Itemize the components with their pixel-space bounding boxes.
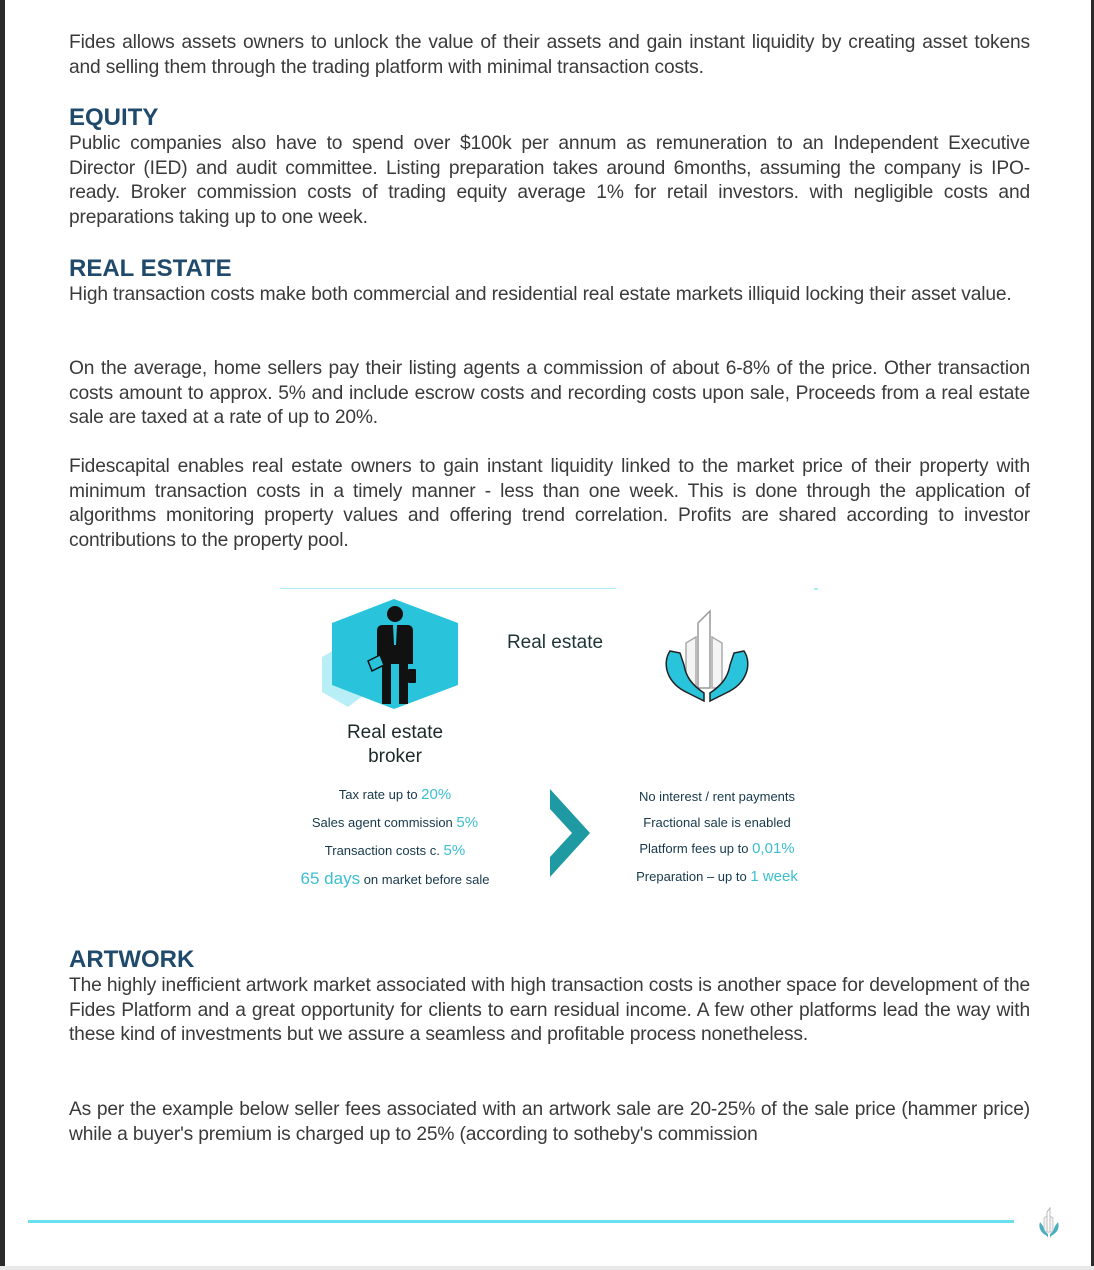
hands-building-logo-icon [1036, 1206, 1062, 1240]
real-estate-section [69, 255, 1030, 308]
artwork-paragraph-1: The highly inefficient artwork market associated with high transaction costs is another space for development of the Fides Platform and a great opportunity for clients to earn residual income. A few other platforms lead the way with these kind of investments but we assure a seamless and profitable process nonetheless. [69, 975, 1030, 1046]
equity-heading: EQUITY [69, 104, 159, 131]
real-estate-fidescapital [69, 455, 1030, 553]
page-border-left [0, 0, 5, 1270]
building-tall [698, 611, 710, 688]
footer-rule [28, 1220, 1014, 1223]
real-estate-infographic [280, 585, 820, 900]
real-estate-heading: REAL ESTATE [69, 255, 232, 282]
artwork-paragraph-2: As per the example below seller fees associated with an artwork sale are 20-25% of the sale price (hammer price) while a buyer's premium is charged up to 25% (according to sotheby's commission [69, 1099, 1030, 1145]
arrow-right-icon [548, 787, 592, 879]
page-border-bottom [0, 1266, 1094, 1270]
broker-label-line2: broker [368, 746, 422, 767]
real-estate-costs [69, 357, 1030, 431]
intro-section [69, 31, 1030, 80]
real-estate-paragraph-1: High transaction costs make both commercial and residential real estate markets illiquid locking their asset value. [69, 284, 1012, 305]
artwork-heading: ARTWORK [69, 946, 195, 973]
equity-paragraph: Public companies also have to spend over $100k per annum as remuneration to an Independent Executive Director (IED) and audit committee. Listing preparation takes around 6months, assuming the company is IPO-ready. Broker commission costs of trading equity average 1% for retail investors. with negligible costs and preparations taking up to one week. [69, 133, 1030, 228]
right-item-interest: No interest / rent payments [638, 789, 796, 804]
right-item-preparation: Preparation – up to 1 week [636, 868, 798, 885]
left-item-commission: Sales agent commission 5% [311, 814, 479, 831]
infographic-top-rule-end [814, 588, 818, 590]
hands-building-icon [648, 593, 768, 713]
artwork-section [69, 946, 1030, 1048]
artwork-fees [69, 1098, 1030, 1147]
real-estate-paragraph-2: On the average, home sellers pay their listing agents a commission of about 6-8% of the price. Other transaction costs amount to approx. 5% and include escrow costs and recording costs upon sale, Proceeds from a real estate sale are taxed at a rate of up to 20%. [69, 358, 1030, 429]
left-item-days: 65 days on market before sale [300, 869, 490, 888]
real-estate-title: Real estate [506, 632, 604, 653]
broker-icon [308, 597, 460, 709]
broker-label-line1: Real estate [346, 722, 444, 743]
right-item-platform-fees: Platform fees up to 0,01% [639, 840, 795, 857]
infographic-top-rule [280, 588, 616, 589]
equity-section [69, 104, 1030, 230]
building-right [712, 637, 722, 688]
left-item-transaction: Transaction costs c. 5% [324, 842, 466, 859]
broker-label [320, 721, 470, 769]
intro-paragraph: Fides allows assets owners to unlock the value of their assets and gain instant liquidity by creating asset tokens and selling them through the trading platform with minimal transaction costs. [69, 32, 1030, 78]
right-item-fractional: Fractional sale is enabled [643, 815, 791, 830]
left-item-tax: Tax rate up to 20% [338, 786, 452, 803]
real-estate-paragraph-3: Fidescapital enables real estate owners to gain instant liquidity linked to the market price of their property with minimum transaction costs in a timely manner - less than one week. This is done through the application of algorithms monitoring property values and offering trend correlation. Profits are shared according to investor contributions to the property pool. [69, 456, 1030, 551]
